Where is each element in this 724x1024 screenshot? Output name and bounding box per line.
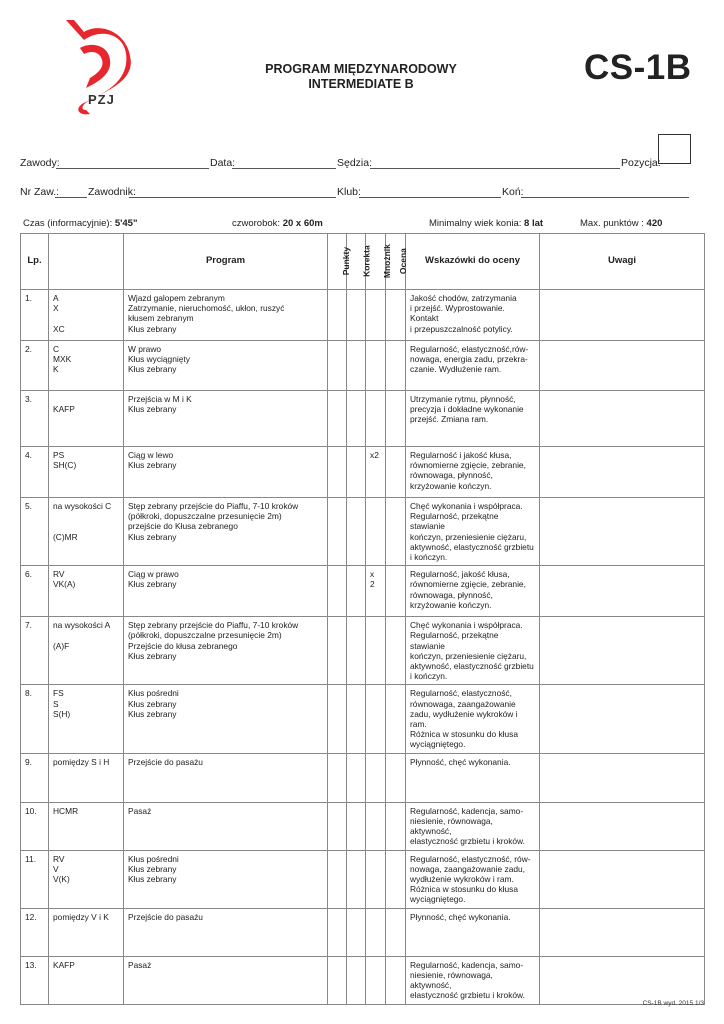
table-row xyxy=(21,850,705,908)
row-multiplier: x 2 xyxy=(366,566,386,617)
row-korekta-cell[interactable] xyxy=(347,685,366,753)
pozycja-box[interactable] xyxy=(658,134,691,164)
data-field[interactable] xyxy=(232,168,336,169)
row-hints: Chęć wykonania i współpraca. Regularność, przekątne stawianie kończyn, przeniesienie ciężaru, aktywność, elastyczność grzbietu i kończyn. xyxy=(406,498,540,566)
row-ocena-cell[interactable] xyxy=(386,617,406,685)
row-marks: pomiędzy V i K xyxy=(49,908,124,956)
row-hints: Regularność, jakość kłusa, równomierne zgięcie, zebranie, równowaga, płynność, krzyżowanie kończyn. xyxy=(406,566,540,617)
row-uwagi-cell[interactable] xyxy=(540,391,705,447)
table-row xyxy=(21,802,705,850)
row-punkty-cell[interactable] xyxy=(328,908,347,956)
row-ocena-cell[interactable] xyxy=(386,341,406,391)
row-program: Ciąg w prawo Kłus zebrany xyxy=(124,566,328,617)
header-lp: Lp. xyxy=(21,234,49,290)
row-punkty-cell[interactable] xyxy=(328,617,347,685)
row-hints: Regularność i jakość kłusa, równomierne zgięcie, zebranie, równowaga, płynność, krzyżowanie kończyn. xyxy=(406,447,540,498)
row-marks: KAFP xyxy=(49,956,124,1004)
row-number: 2. xyxy=(21,341,49,391)
row-program: Pasaż xyxy=(124,802,328,850)
row-ocena-cell[interactable] xyxy=(386,802,406,850)
row-korekta-cell[interactable] xyxy=(347,753,366,802)
row-uwagi-cell[interactable] xyxy=(540,341,705,391)
row-number: 6. xyxy=(21,566,49,617)
row-punkty-cell[interactable] xyxy=(328,391,347,447)
row-program: Przejście do pasażu xyxy=(124,908,328,956)
row-number: 4. xyxy=(21,447,49,498)
header-ocena: Ocena xyxy=(386,234,406,290)
nr-zaw-field[interactable] xyxy=(55,197,87,198)
row-punkty-cell[interactable] xyxy=(328,566,347,617)
zawodnik-label: Zawodnik: xyxy=(88,186,136,198)
sedzia-field[interactable] xyxy=(370,168,620,169)
header-punkty: Punkty xyxy=(328,234,347,290)
row-multiplier xyxy=(366,908,386,956)
row-uwagi-cell[interactable] xyxy=(540,908,705,956)
row-program: Kłus pośredni Kłus zebrany Kłus zebrany xyxy=(124,850,328,908)
sedzia-label: Sędzia: xyxy=(337,157,373,169)
header-marks xyxy=(49,234,124,290)
row-hints: Regularność, kadencja, samo- niesienie, równowaga, aktywność, elastyczność grzbietu i kroków. xyxy=(406,802,540,850)
footer-version: CS-1B wyd. 2015 1/3 xyxy=(642,1000,704,1007)
row-program: Stęp zebrany przejście do Piaffu, 7-10 kroków (półkroki, dopuszczalne przesunięcie 2m) Przejście do kłusa zebranego Kłus zebrany xyxy=(124,617,328,685)
table-row xyxy=(21,753,705,802)
row-korekta-cell[interactable] xyxy=(347,290,366,341)
table-row xyxy=(21,447,705,498)
header-wskazowki: Wskazówki do oceny xyxy=(406,234,540,290)
row-program: Ciąg w lewo Kłus zebrany xyxy=(124,447,328,498)
zawodnik-field[interactable] xyxy=(129,197,336,198)
table-row xyxy=(21,498,705,566)
row-marks: C MXK K xyxy=(49,341,124,391)
table-row xyxy=(21,566,705,617)
row-ocena-cell[interactable] xyxy=(386,447,406,498)
row-punkty-cell[interactable] xyxy=(328,498,347,566)
row-hints: Płynność, chęć wykonania. xyxy=(406,908,540,956)
row-korekta-cell[interactable] xyxy=(347,802,366,850)
row-ocena-cell[interactable] xyxy=(386,566,406,617)
row-ocena-cell[interactable] xyxy=(386,498,406,566)
form-code: CS-1B xyxy=(584,48,692,87)
row-multiplier xyxy=(366,850,386,908)
row-multiplier xyxy=(366,391,386,447)
klub-label: Klub: xyxy=(337,186,361,198)
table-row xyxy=(21,341,705,391)
czas-info: Czas (informacyjnie): 5'45" xyxy=(23,218,138,229)
row-marks: KAFP xyxy=(49,391,124,447)
row-ocena-cell[interactable] xyxy=(386,956,406,1004)
row-hints: Chęć wykonania i współpraca. Regularność, przekątne stawianie kończyn, przeniesienie ciężaru, aktywność, elastyczność grzbietu i kończyn. xyxy=(406,617,540,685)
row-number: 3. xyxy=(21,391,49,447)
data-label: Data: xyxy=(210,157,236,169)
kon-field[interactable] xyxy=(521,197,689,198)
page-title xyxy=(230,62,492,92)
row-hints: Regularność, elastyczność, rów- nowaga, zaangażowanie zadu, wydłużenie wykroków i ram. Różnica w stosunku do kłusa wyciągniętego. xyxy=(406,850,540,908)
header-korekta: Korekta xyxy=(347,234,366,290)
row-punkty-cell[interactable] xyxy=(328,685,347,753)
row-hints: Utrzymanie rytmu, płynność, precyzja i dokładne wykonanie przejść. Zmiana ram. xyxy=(406,391,540,447)
row-punkty-cell[interactable] xyxy=(328,850,347,908)
row-multiplier xyxy=(366,341,386,391)
row-hints: Regularność, elastyczność, równowaga, zaangażowanie zadu, wydłużenie wykroków i ram. Różnica w stosunku do kłusa wyciągniętego. xyxy=(406,685,540,753)
row-uwagi-cell[interactable] xyxy=(540,566,705,617)
row-punkty-cell[interactable] xyxy=(328,956,347,1004)
row-number: 9. xyxy=(21,753,49,802)
kon-label: Koń: xyxy=(502,186,524,198)
row-ocena-cell[interactable] xyxy=(386,753,406,802)
row-marks: PS SH(C) xyxy=(49,447,124,498)
pozycja-label: Pozycja: xyxy=(621,157,661,169)
row-marks: pomiędzy S i H xyxy=(49,753,124,802)
czworobok-info: czworobok: 20 x 60m xyxy=(232,218,323,229)
row-number: 5. xyxy=(21,498,49,566)
row-korekta-cell[interactable] xyxy=(347,391,366,447)
table-row xyxy=(21,391,705,447)
row-hints: Jakość chodów, zatrzymania i przejść. Wyprostowanie. Kontakt i przepuszczalność potylicy. xyxy=(406,290,540,341)
title-line-2: INTERMEDIATE B xyxy=(308,77,414,91)
row-number: 8. xyxy=(21,685,49,753)
row-program: Wjazd galopem zebranym Zatrzymanie, nieruchomość, ukłon, ruszyć kłusem zebranym Kłus zebrany xyxy=(124,290,328,341)
table-header-row xyxy=(21,234,705,290)
row-multiplier xyxy=(366,290,386,341)
row-multiplier xyxy=(366,685,386,753)
title-line-1: PROGRAM MIĘDZYNARODOWY xyxy=(265,62,457,76)
row-punkty-cell[interactable] xyxy=(328,447,347,498)
row-marks: na wysokości A (A)F xyxy=(49,617,124,685)
table-row xyxy=(21,617,705,685)
row-marks: RV VK(A) xyxy=(49,566,124,617)
row-marks: HCMR xyxy=(49,802,124,850)
logo-text: PZJ xyxy=(88,92,115,107)
row-uwagi-cell[interactable] xyxy=(540,290,705,341)
row-korekta-cell[interactable] xyxy=(347,566,366,617)
program-table xyxy=(20,233,705,1005)
row-multiplier xyxy=(366,753,386,802)
row-hints: Płynność, chęć wykonania. xyxy=(406,753,540,802)
row-ocena-cell[interactable] xyxy=(386,908,406,956)
row-marks: A X XC xyxy=(49,290,124,341)
row-ocena-cell[interactable] xyxy=(386,391,406,447)
row-korekta-cell[interactable] xyxy=(347,447,366,498)
row-korekta-cell[interactable] xyxy=(347,850,366,908)
row-korekta-cell[interactable] xyxy=(347,341,366,391)
row-number: 11. xyxy=(21,850,49,908)
row-korekta-cell[interactable] xyxy=(347,908,366,956)
table-row xyxy=(21,908,705,956)
row-number: 10. xyxy=(21,802,49,850)
row-punkty-cell[interactable] xyxy=(328,802,347,850)
row-uwagi-cell[interactable] xyxy=(540,850,705,908)
max-info: Max. punktów : 420 xyxy=(580,218,663,229)
row-korekta-cell[interactable] xyxy=(347,498,366,566)
row-multiplier xyxy=(366,956,386,1004)
row-program: Kłus pośredni Kłus zebrany Kłus zebrany xyxy=(124,685,328,753)
row-punkty-cell[interactable] xyxy=(328,753,347,802)
row-number: 1. xyxy=(21,290,49,341)
row-uwagi-cell[interactable] xyxy=(540,753,705,802)
row-korekta-cell[interactable] xyxy=(347,956,366,1004)
nr-zaw-label: Nr Zaw.: xyxy=(20,186,60,198)
header-uwagi: Uwagi xyxy=(540,234,705,290)
row-punkty-cell[interactable] xyxy=(328,341,347,391)
row-uwagi-cell[interactable] xyxy=(540,498,705,566)
row-number: 7. xyxy=(21,617,49,685)
row-multiplier xyxy=(366,617,386,685)
header-program: Program xyxy=(124,234,328,290)
row-uwagi-cell[interactable] xyxy=(540,685,705,753)
table-row xyxy=(21,685,705,753)
row-uwagi-cell[interactable] xyxy=(540,956,705,1004)
row-program: Stęp zebrany przejście do Piaffu, 7-10 kroków (półkroki, dopuszczalne przesunięcie 2m) przejście do Kłusa zebranego Kłus zebrany xyxy=(124,498,328,566)
row-program: W prawo Kłus wyciągnięty Kłus zebrany xyxy=(124,341,328,391)
row-multiplier xyxy=(366,498,386,566)
row-ocena-cell[interactable] xyxy=(386,685,406,753)
wiek-info: Minimalny wiek konia: 8 lat xyxy=(429,218,544,229)
row-multiplier: x2 xyxy=(366,447,386,498)
row-marks: na wysokości C (C)MR xyxy=(49,498,124,566)
row-number: 13. xyxy=(21,956,49,1004)
row-number: 12. xyxy=(21,908,49,956)
zawody-field[interactable] xyxy=(56,168,209,169)
row-uwagi-cell[interactable] xyxy=(540,447,705,498)
row-hints: Regularność, kadencja, samo- niesienie, równowaga, aktywność, elastyczność grzbietu i kroków. xyxy=(406,956,540,1004)
row-program: Przejścia w M i K Kłus zebrany xyxy=(124,391,328,447)
row-marks: FS S S(H) xyxy=(49,685,124,753)
row-ocena-cell[interactable] xyxy=(386,290,406,341)
table-row xyxy=(21,956,705,1004)
row-korekta-cell[interactable] xyxy=(347,617,366,685)
row-uwagi-cell[interactable] xyxy=(540,802,705,850)
zawody-label: Zawody: xyxy=(20,157,60,169)
row-marks: RV V V(K) xyxy=(49,850,124,908)
klub-field[interactable] xyxy=(359,197,501,198)
row-ocena-cell[interactable] xyxy=(386,850,406,908)
row-program: Przejście do pasażu xyxy=(124,753,328,802)
row-hints: Regularność, elastyczność,rów- nowaga, energia zadu, przekra- czanie. Wydłużenie ram. xyxy=(406,341,540,391)
row-multiplier xyxy=(366,802,386,850)
row-uwagi-cell[interactable] xyxy=(540,617,705,685)
row-program: Pasaż xyxy=(124,956,328,1004)
row-punkty-cell[interactable] xyxy=(328,290,347,341)
table-row xyxy=(21,290,705,341)
header-mnoznik: Mnożnik xyxy=(366,234,386,290)
